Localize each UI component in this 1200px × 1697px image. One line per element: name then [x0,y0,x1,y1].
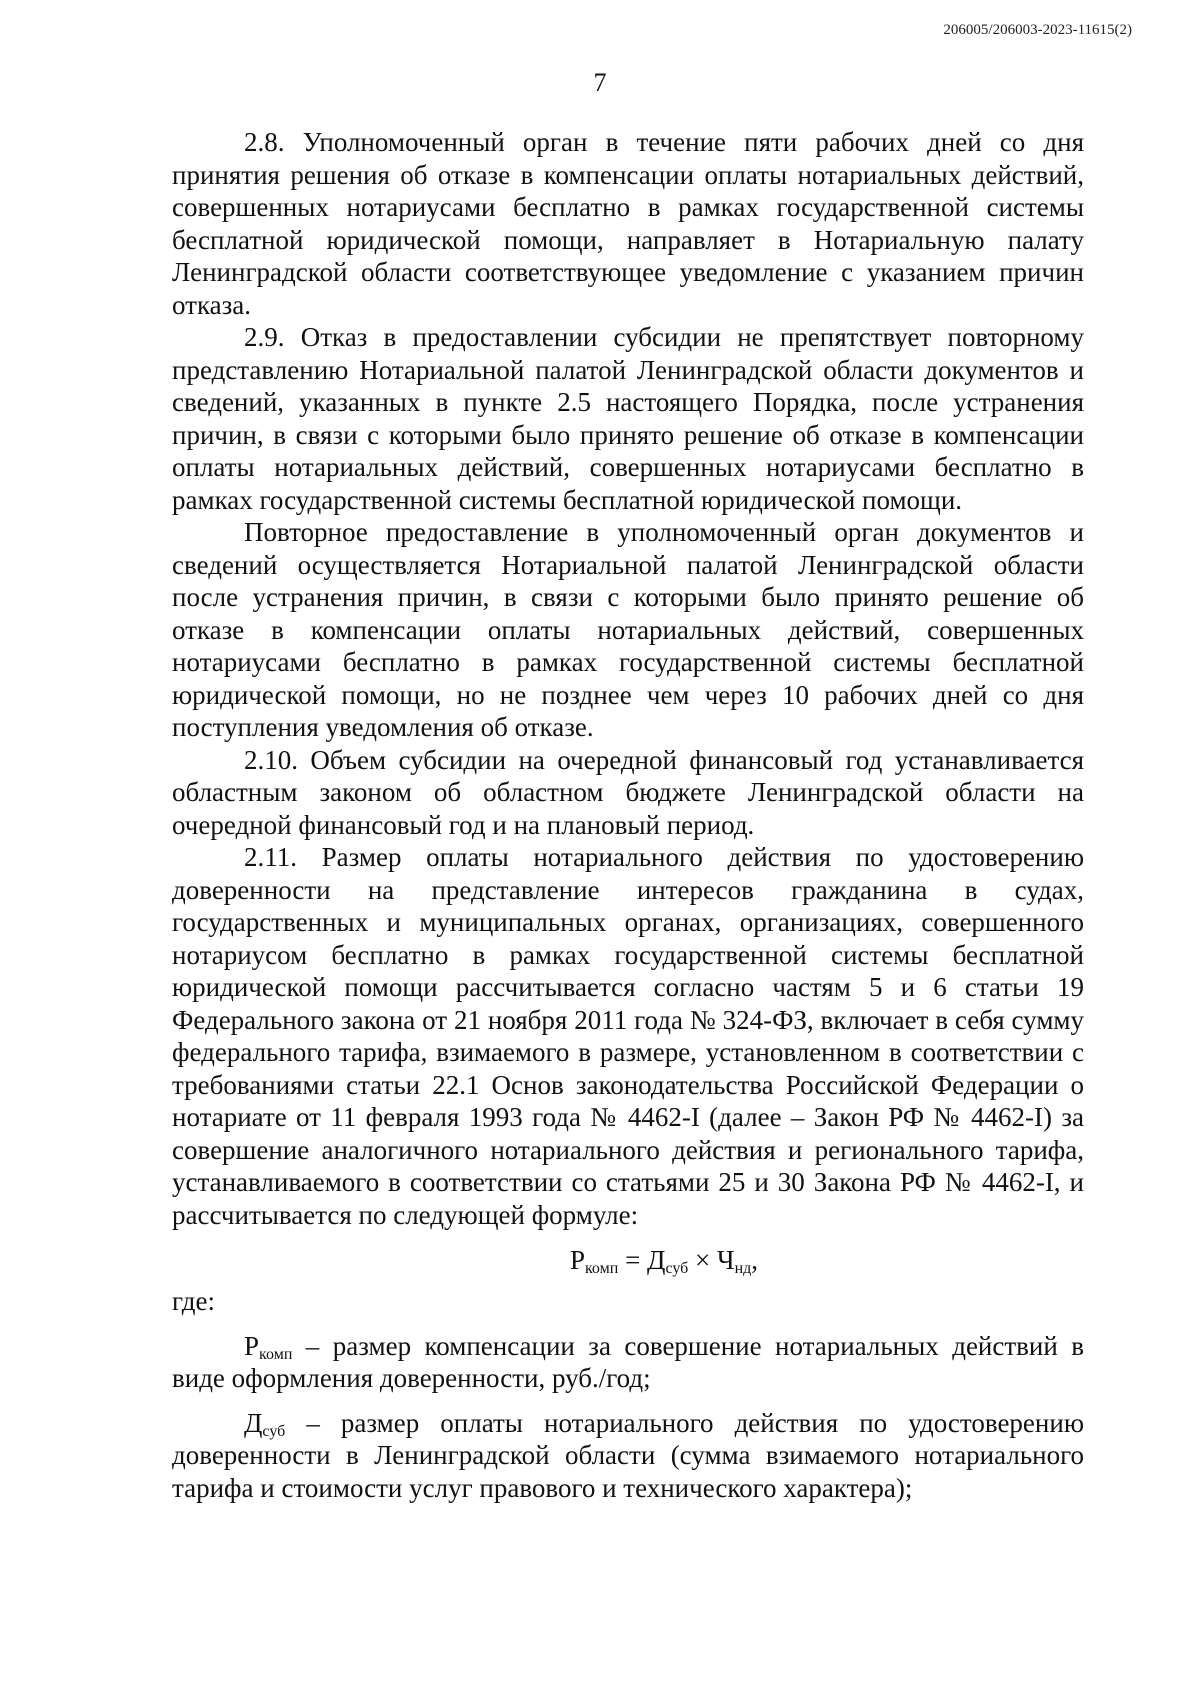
definition-r-sub: комп [259,1345,293,1363]
doc-number: 206005/206003-2023-11615(2) [943,22,1132,38]
paragraph-2-8: 2.8. Уполномоченный орган в течение пяти рабочих дней со дня принятия решения об отказе в компенсации оплаты нотариальных действий, совершенных нотариусами бесплатно в рамках государственной системы бесплатной юридической помощи, направляет в Нотариальную палату Ленинградской области соответствующее уведомление с указанием причин отказа. [172,127,1084,320]
formula-d-sub: суб [665,1260,689,1277]
paragraph-2-11: 2.11. Размер оплаты нотариального действия по удостоверению доверенности на представление интересов гражданина в судах, государственных и муниципальных органах, организациях, совершенного нотариусом бесплатно в рамках государственной системы бесплатной юридической помощи рассчитывается согласно частям 5 и 6 статьи 19 Федерального закона от 21 ноября 2011 года № 324-ФЗ, включает в себя сумму федерального тарифа, взимаемого в размере, установленном в соответствии с требованиями статьи 22.1 Основ законодательства Российской Федерации о нотариате от 11 февраля 1993 года № 4462-I (далее – Закон РФ № 4462-I) за совершение аналогичного нотариального действия и регионального тарифа, устанавливаемого в соответствии со статьями 25 и 30 Закона РФ № 4462-I, и рассчитывается по следующей формуле: [172,842,1084,1230]
formula-end: , [751,1245,759,1275]
definition-d-text: – размер оплаты нотариального действия по удостоверению доверенности в Ленинградской области (сумма взимаемого нотариального тарифа и стоимости услуг правового и технического характера); [172,1407,1084,1503]
formula-r: Р [569,1245,585,1275]
formula-d: Д [647,1245,666,1275]
page-number: 7 [593,68,607,97]
formula-eq: = [618,1245,648,1275]
formula-ch-sub: нд [734,1260,752,1277]
definition-d-main: Д [244,1407,263,1438]
definition-r-text: – размер компенсации за совершение нотариальных действий в виде оформления доверенности, руб./год; [172,1330,1084,1393]
definition-d-subscript: суб [262,1422,286,1440]
formula-r-sub: комп [584,1260,619,1277]
formula-times: × [688,1245,718,1275]
paragraph-2-10: 2.10. Объем субсидии на очередной финансовый год устанавливается областным законом об областном бюджете Ленинградской области на очередной финансовый год и на плановый период. [172,744,1084,840]
paragraph-2-9: 2.9. Отказ в предоставлении субсидии не препятствует повторному представлению Нотариальной палатой Ленинградской области документов и сведений, указанных в пункте 2.5 настоящего Порядка, после устранения причин, в связи с которыми было принято решение об отказе в компенсации оплаты нотариальных действий, совершенных нотариусами бесплатно в рамках государственной системы бесплатной юридической помощи. [172,322,1084,515]
paragraph-repeat-submission: Повторное предоставление в уполномоченный орган документов и сведений осуществляется Нотариальной палатой Ленинградской области после устранения причин, в связи с которыми было принято решение об отказе в компенсации оплаты нотариальных действий, совершенных нотариусами бесплатно в рамках государственной системы бесплатной юридической помощи, но не позднее чем через 10 рабочих дней со дня поступления уведомления об отказе. [172,517,1084,742]
definition-d-sub [172,1407,1084,1505]
formula-ch: Ч [717,1245,735,1275]
where-label: где: [172,1286,215,1316]
definition-r-komp [172,1330,1084,1395]
definition-r-main: Р [244,1330,260,1361]
formula [244,1243,1084,1277]
document-body [172,126,1084,1516]
